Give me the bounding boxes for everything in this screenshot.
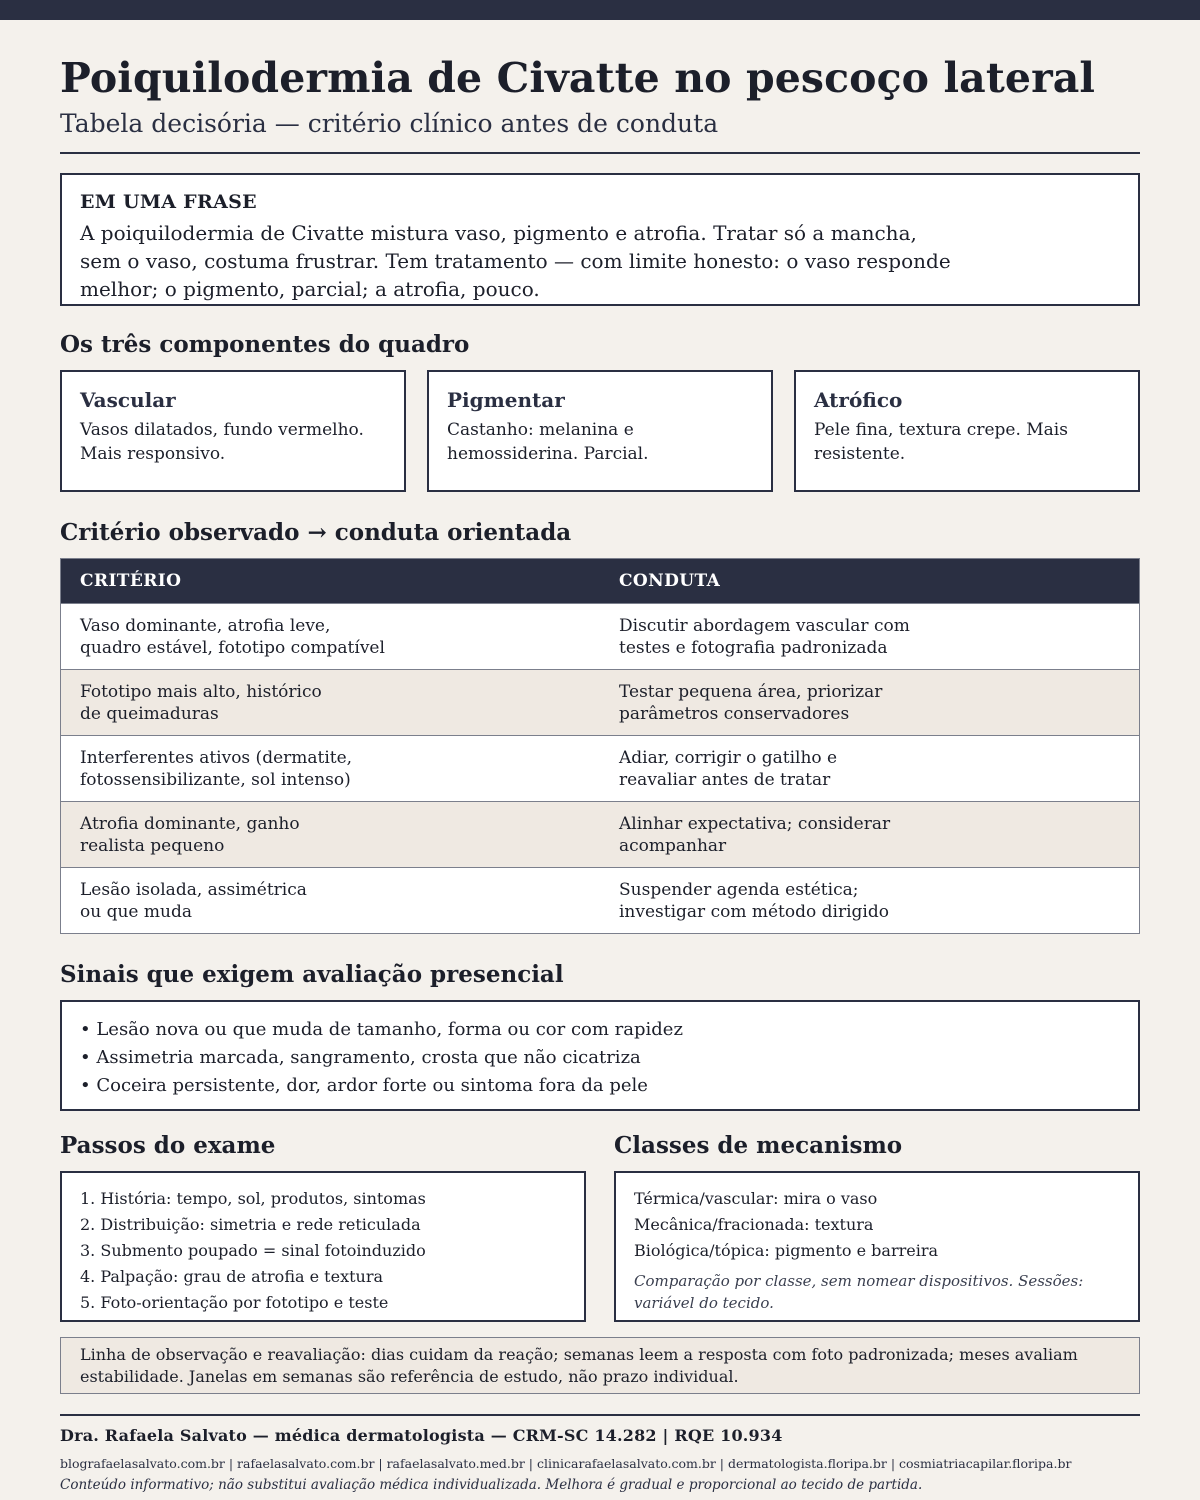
- mechanisms-heading: Classes de mecanismo: [614, 1132, 903, 1159]
- disclaimer: Conteúdo informativo; não substitui avaliação médica individualizada. Melhora é gradual e proporcional ao tecido de partida.: [60, 1477, 923, 1493]
- author-line: Dra. Rafaela Salvato — médica dermatologista — CRM-SC 14.282 | RQE 10.934: [60, 1426, 783, 1445]
- card-title: Pigmentar: [447, 388, 565, 412]
- card-text: Vasos dilatados, fundo vermelho. Mais responsivo.: [80, 420, 364, 464]
- criterio-cell: Lesão isolada, assimétrica ou que muda: [80, 879, 307, 922]
- summary-text: A poiquilodermia de Civatte mistura vaso, pigmento e atrofia. Tratar só a mancha, sem o vaso, costuma frustrar. Tem tratamento — com limite honesto: o vaso responde melhor; o pigmento, parcial; a atrofia, pouco.: [80, 221, 951, 301]
- card-title: Vascular: [80, 388, 176, 412]
- table-row: [61, 735, 1139, 801]
- list-item: Biológica/tópica: pigmento e barreira: [634, 1241, 939, 1260]
- list-item: • Assimetria marcada, sangramento, crosta que não cicatriza: [80, 1044, 1120, 1072]
- card-text: Castanho: melanina e hemossiderina. Parcial.: [447, 420, 649, 464]
- conduta-cell: Discutir abordagem vascular com testes e fotografia padronizada: [619, 615, 910, 658]
- conduta-cell: Testar pequena área, priorizar parâmetros conservadores: [619, 681, 883, 724]
- mechanisms-box: [614, 1171, 1140, 1322]
- title-divider: [60, 152, 1140, 154]
- page-subtitle: Tabela decisória — critério clínico antes de conduta: [60, 109, 719, 138]
- steps-column: [60, 1131, 586, 1322]
- list-item: 5. Foto-orientação por fototipo e teste: [80, 1293, 389, 1312]
- table-header: [61, 559, 1139, 603]
- list-item: • Lesão nova ou que muda de tamanho, forma ou cor com rapidez: [80, 1016, 1120, 1044]
- criterio-cell: Interferentes ativos (dermatite, fotossensibilizante, sol intenso): [80, 747, 353, 790]
- list-item: Térmica/vascular: mira o vaso: [634, 1189, 878, 1208]
- conduta-cell: Suspender agenda estética; investigar com método dirigido: [619, 879, 889, 922]
- component-card-pigmentar: [427, 370, 773, 492]
- mechanisms-note: Comparação por classe, sem nomear dispositivos. Sessões: variável do tecido.: [634, 1272, 1084, 1312]
- column-header-criterio: CRITÉRIO: [80, 571, 182, 591]
- components-heading: Os três componentes do quadro: [60, 331, 470, 358]
- observation-box: [60, 1337, 1140, 1394]
- column-header-conduta: CONDUTA: [619, 571, 721, 591]
- top-bar: [0, 0, 1200, 20]
- page-title: Poiquilodermia de Civatte no pescoço lateral: [60, 54, 1096, 102]
- steps-heading: Passos do exame: [60, 1132, 276, 1159]
- observation-text: Linha de observação e reavaliação: dias cuidam da reação; semanas leem a resposta com foto padronizada; meses avaliam estabilidade. Janelas em semanas são referência de estudo, não prazo individual.: [80, 1345, 1078, 1386]
- components-cards: [60, 370, 1140, 492]
- table-row: [61, 867, 1139, 933]
- decision-heading: Critério observado → conduta orientada: [60, 519, 572, 546]
- list-item: Mecânica/fracionada: textura: [634, 1215, 874, 1234]
- card-title: Atrófico: [814, 388, 903, 412]
- list-item: 4. Palpação: grau de atrofia e textura: [80, 1267, 384, 1286]
- signs-heading: Sinais que exigem avaliação presencial: [60, 961, 564, 988]
- page: [60, 20, 1140, 1495]
- component-card-atrofico: [794, 370, 1140, 492]
- conduta-cell: Adiar, corrigir o gatilho e reavaliar antes de tratar: [619, 747, 838, 790]
- card-text: Pele fina, textura crepe. Mais resistente.: [814, 420, 1068, 464]
- list-item: • Coceira persistente, dor, ardor forte ou sintoma fora da pele: [80, 1072, 1120, 1100]
- list-item: 2. Distribuição: simetria e rede reticulada: [80, 1215, 421, 1234]
- footer-divider: [60, 1414, 1140, 1416]
- mechanisms-column: [614, 1131, 1140, 1322]
- criterio-cell: Fototipo mais alto, histórico de queimaduras: [80, 681, 322, 724]
- summary-box: [60, 173, 1140, 306]
- criterio-cell: Atrofia dominante, ganho realista pequeno: [80, 813, 300, 856]
- criterio-cell: Vaso dominante, atrofia leve, quadro estável, fototipo compatível: [80, 615, 385, 658]
- list-item: 3. Submento poupado = sinal fotoinduzido: [80, 1241, 426, 1260]
- two-columns: [60, 1131, 1140, 1322]
- conduta-cell: Alinhar expectativa; considerar acompanhar: [619, 813, 891, 856]
- table-row: [61, 801, 1139, 867]
- table-row: [61, 603, 1139, 669]
- site-links: blografaelasalvato.com.br | rafaelasalvato.com.br | rafaelasalvato.med.br | clinicarafaelasalvato.com.br | dermatologista.floripa.br | cosmiatriacapilar.floripa.br: [60, 1456, 1072, 1471]
- component-card-vascular: [60, 370, 406, 492]
- decision-table: [60, 558, 1140, 934]
- list-item: 1. História: tempo, sol, produtos, sintomas: [80, 1189, 426, 1208]
- table-row: [61, 669, 1139, 735]
- signs-box: [60, 1000, 1140, 1111]
- summary-heading: EM UMA FRASE: [80, 191, 257, 213]
- steps-box: [60, 1171, 586, 1322]
